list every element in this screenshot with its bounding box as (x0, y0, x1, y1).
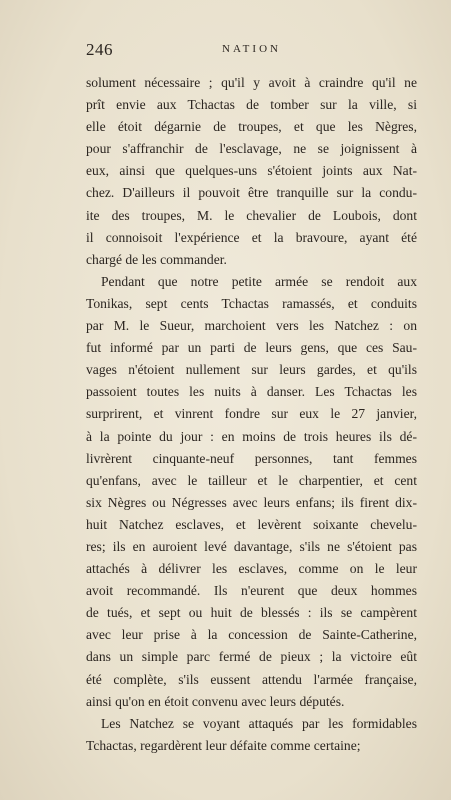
text-line: Tchactas, regardèrent leur défaite comme certaine; (86, 737, 361, 753)
text-line: par M. le Sueur, marchoient vers les Natchez : on (86, 318, 417, 334)
page-number: 246 (86, 40, 113, 59)
text-line: dans un simple parc fermé de pieux ; la victoire eût (86, 649, 417, 665)
page-header (86, 40, 417, 62)
paragraph (86, 713, 417, 757)
text-line: prît envie aux Tchactas de tomber sur la ville, si (86, 97, 417, 113)
text-line: ite des troupes, M. le chevalier de Loubois, dont (86, 207, 417, 223)
text-line: vages n'étoient nullement sur leurs gardes, et qu'ils (86, 362, 417, 378)
text-line: passoient toutes les nuits à danser. Les Tchactas les (86, 384, 417, 400)
text-line: elle étoit dégarnie de troupes, et que les Nègres, (86, 119, 417, 135)
text-line: solument nécessaire ; qu'il y avoit à craindre qu'il ne (86, 75, 417, 90)
text-line: avoit recommandé. Ils n'eurent que deux hommes (86, 583, 417, 599)
text-line: livrèrent cinquante-neuf personnes, tant femmes (86, 450, 417, 466)
body-text (86, 72, 417, 757)
text-line: six Nègres ou Négresses avec leurs enfans; ils firent dix- (86, 494, 417, 510)
text-line: été complète, s'ils eussent attendu l'armée française, (86, 671, 417, 687)
text-line: de tués, et sept ou huit de blessés : ils se campèrent (86, 605, 417, 621)
text-line: surprirent, et vinrent fondre sur eux le 27 janvier, (86, 406, 417, 422)
text-line: res; ils en auroient levé davantage, s'ils ne s'étoient pas (86, 538, 417, 554)
text-line: pour s'affranchir de l'esclavage, ne se joignissent à (86, 141, 417, 157)
paragraph (86, 72, 417, 271)
text-line: eux, ainsi que quelques-uns s'étoient joints aux Nat- (86, 163, 417, 179)
text-line: Pendant que notre petite armée se rendoit aux (101, 273, 417, 289)
running-head: NATION (222, 43, 281, 55)
text-line: chargé de les commander. (86, 251, 227, 267)
text-line: ainsi qu'on en étoit convenu avec leurs députés. (86, 693, 345, 709)
text-line: huit Natchez esclaves, et levèrent soixante chevelu- (86, 516, 417, 532)
text-line: avec leur prise à la concession de Sainte-Catherine, (86, 627, 417, 643)
text-line: attachés à délivrer les esclaves, comme on le leur (86, 561, 417, 577)
text-line: fut informé par un parti de leurs gens, que ces Sau- (86, 340, 417, 356)
text-line: à la pointe du jour : en moins de trois heures ils dé- (86, 428, 417, 444)
text-line: Tonikas, sept cents Tchactas ramassés, et conduits (86, 295, 417, 311)
text-line: qu'enfans, avec le tailleur et le charpentier, et cent (86, 472, 417, 488)
text-line: il connoisoit l'expérience et la bravoure, ayant été (86, 229, 417, 245)
text-line: Les Natchez se voyant attaqués par les formidables (101, 715, 417, 731)
paragraph (86, 271, 417, 713)
text-line: chez. D'ailleurs il pouvoit être tranquille sur la condu- (86, 185, 417, 201)
